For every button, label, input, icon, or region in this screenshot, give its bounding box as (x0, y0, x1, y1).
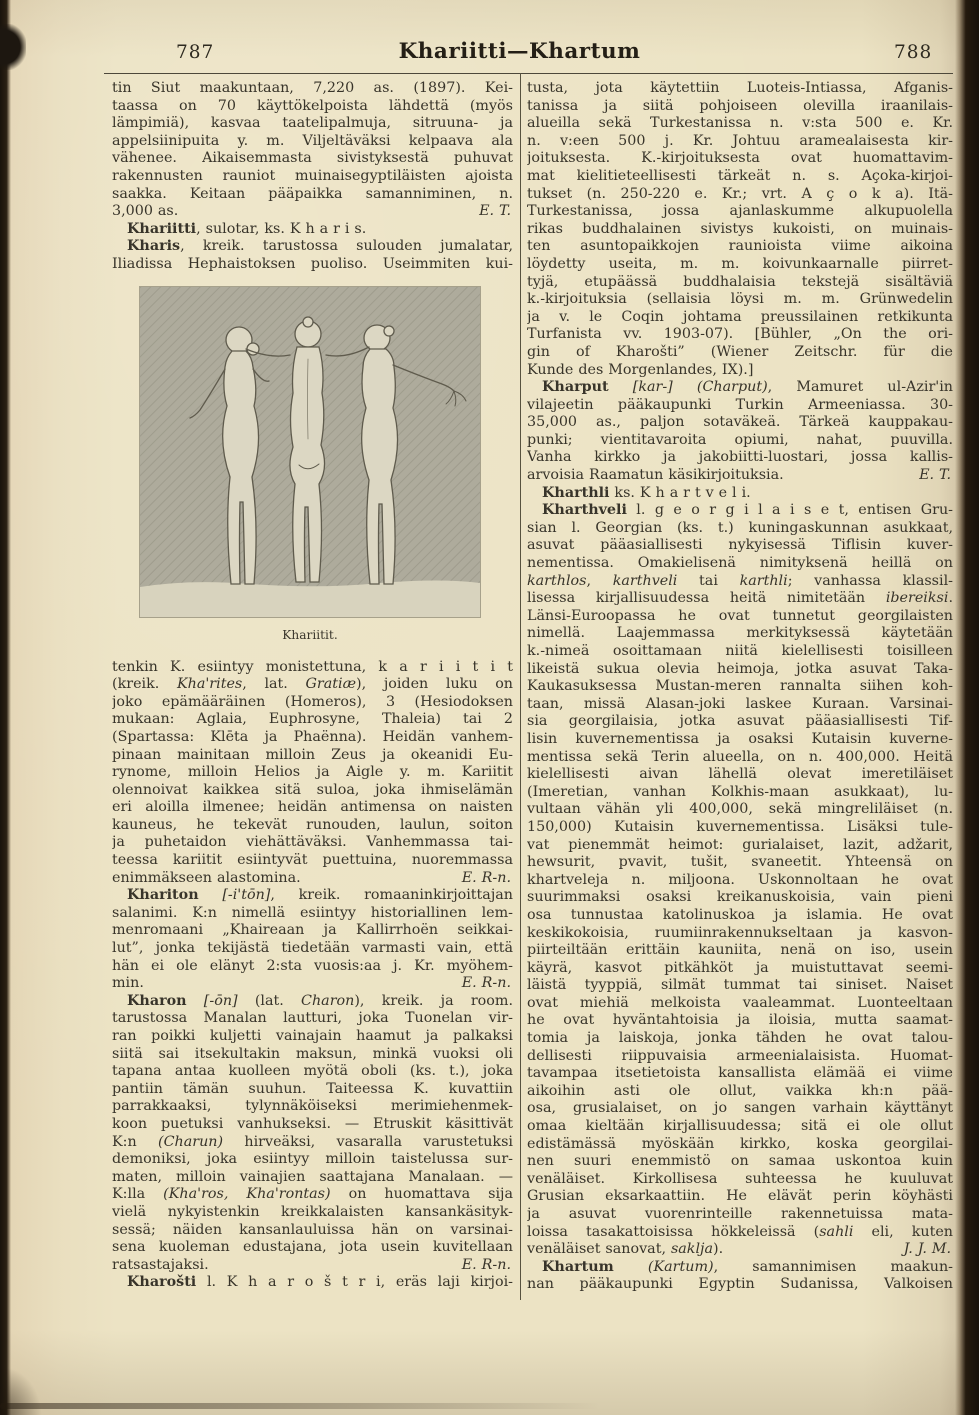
text-line (527, 784, 953, 802)
text-run: parrakkaaksi, tylynnäköiseksi merimiehenmek- (112, 1098, 513, 1115)
text-line (527, 537, 953, 555)
text-line (112, 80, 513, 98)
text-run: 35,000 as., paljon sotaväkeä. Tärkeä kauppakau- (527, 414, 953, 431)
text-run: karthveli (612, 572, 678, 589)
page-number-right: 788 (894, 42, 933, 63)
text-run: lämpimiä), kasvaa taatelipalmuja, sitruuna- ja (112, 115, 513, 132)
text-run: asuvat pääasiallisesti nykyisessä Tiflisin kuver- (527, 537, 953, 554)
text-run: (Kha'ros, Kha'rontas) (163, 1186, 331, 1203)
text-run: joituksesta. K.-kirjoituksesta ovat huomattavim- (527, 150, 953, 167)
text-line (527, 555, 953, 573)
text-run (187, 993, 204, 1009)
right-column-text (527, 80, 953, 1294)
figure-caption: Khariitit. (282, 627, 338, 642)
author-signature: E. T. (479, 203, 511, 220)
text-line (527, 1188, 953, 1206)
text-run: menromaani „Khaireaan ja Kallirrhoën seikkai- (112, 922, 513, 939)
text-line (112, 834, 513, 852)
entry-headword: Khariitti (127, 220, 197, 237)
text-line (112, 799, 513, 817)
text-run: loissa tasakattoisissa hökkeleissä ( (527, 1223, 820, 1240)
text-run: rynome, milloin Helios ja Aigle y. m. Kariitit (112, 764, 513, 781)
text-run: tarustossa Manalan lautturi, joka Tuonelan vir- (112, 1010, 513, 1027)
text-line (112, 711, 513, 729)
text-run: nimellä. Laajemmassa merkityksessä käytetään (527, 625, 953, 642)
text-line (527, 1206, 953, 1224)
text-line (112, 729, 513, 747)
text-line (527, 1171, 953, 1189)
entry-headword: Kharthli (542, 484, 610, 501)
three-graces-engraving-svg (140, 287, 480, 617)
text-run: saakka. Keitaan pääpaikka samanniminen, n. (112, 185, 513, 202)
text-run: vilajeetin pääkaupunki Turkin Armeeniassa. 30- (527, 396, 953, 413)
text-run: aikoihin asti ole ollut, vaikka kh:n pää- (527, 1082, 953, 1099)
text-run: vultaan vähän yli 400,000, sekä mingreliläiset (n. (527, 801, 953, 818)
left-column-text-below-figure (112, 659, 513, 1292)
text-line (527, 590, 953, 608)
text-run: pantiin tämän suuhun. Taiteessa K. kuvattiin (112, 1080, 513, 1097)
column-divider-rule (520, 73, 521, 1300)
text-run: Turfanista vv. 1903-07). [Bühler, „On the ori- (527, 326, 953, 343)
text-line (527, 362, 953, 380)
text-run: appelsiinipuita y. m. Viljeltäväksi kelpaava ala (112, 132, 513, 149)
text-run: (lat. (237, 992, 302, 1009)
text-line (527, 731, 953, 749)
text-line (527, 274, 953, 292)
text-line (527, 696, 953, 714)
text-run: min. (112, 975, 144, 992)
entry-headword: Khartum (542, 1258, 614, 1275)
header-rule (104, 73, 953, 74)
text-run: sia georgilaisia, jotka asuvat pääasiallisesti Tif- (527, 713, 953, 730)
text-line (112, 940, 513, 958)
text-line (527, 766, 953, 784)
text-run: lut”, jonka tekijästä tiedetään varmasti vain, että (112, 940, 513, 957)
text-line (527, 678, 953, 696)
text-run: , kreik. romaaninkirjoittajan (270, 887, 513, 904)
text-line (112, 1186, 513, 1204)
text-run: khartveleja n. miljoona. Uskonnoltaan he ovat (527, 871, 953, 888)
text-run: tusta, jota käytettiin Luoteis-Intiassa, Afganis- (527, 80, 953, 96)
text-run: tai (677, 572, 740, 589)
text-line (527, 1136, 953, 1154)
text-line (527, 344, 953, 362)
text-run: rikas buddhalainen sivistys kukoisti, on muinais- (527, 220, 953, 237)
text-run: ks. K h a r t v e l i. (609, 484, 751, 501)
text-run: tapana antaa kuolleen myötä oboli (ks. t.), joka (112, 1063, 513, 1080)
text-run: , samannimisen maakun- (713, 1258, 953, 1275)
text-line (527, 309, 953, 327)
text-line (527, 713, 953, 731)
scan-blemish-bottom-left (0, 1366, 42, 1415)
text-line (527, 256, 953, 274)
text-run: lisin kuvernementissa ja osaksi Kutaisin kuverne- (527, 730, 953, 747)
text-run: siitä sai itsekultakin maksun, minkä vuoksi oli (112, 1045, 513, 1062)
text-run: Vanha kirkko ja jakobiitti-luostari, jossa kallis- (527, 449, 953, 466)
text-run: ten asuntopaikkojen raunioista viime aikoina (527, 238, 953, 255)
text-line (527, 485, 953, 503)
text-line (527, 643, 953, 661)
text-run: tin Siut maakuntaan, 7,220 as. (1897). Kei- (112, 80, 513, 96)
text-line (527, 449, 953, 467)
text-run: K:lla (112, 1186, 164, 1203)
text-line (112, 782, 513, 800)
text-run: arvoisia Raamatun käsikirjoituksia. (527, 467, 784, 484)
text-run: rakennusten rauniot muinaisegyptiläisten ajoista (112, 167, 513, 184)
text-line (527, 1100, 953, 1118)
text-line (112, 659, 513, 677)
text-run: K:n (112, 1133, 159, 1150)
text-line (527, 1065, 953, 1083)
text-line (527, 1241, 953, 1259)
text-run: (Kartum) (647, 1258, 714, 1275)
text-run: , Mamuret ul-Azir'in (767, 379, 953, 396)
text-run: he ovat hyväntahtoisia ja iloisia, mutta saamat- (527, 1012, 953, 1029)
text-run: löydetty useita, m. m. koivunkaarnalle piirret- (527, 255, 953, 272)
text-line (527, 1083, 953, 1101)
text-line (112, 817, 513, 835)
text-run: eli, kuten (853, 1223, 953, 1240)
text-line (112, 1169, 513, 1187)
text-run: ), kreik. ja room. (354, 992, 513, 1009)
text-line (112, 221, 513, 239)
text-run: piirteiltään erittäin kauniita, nenä on iso, usein (527, 942, 953, 959)
text-run (609, 379, 633, 395)
text-line (527, 977, 953, 995)
text-run: [kar-] (Charput) (632, 379, 768, 396)
text-run: ja puhetaidon viehättäväksi. Vanhemmassa tai- (112, 834, 513, 851)
text-line (112, 1081, 513, 1099)
text-run: hän ei ole elänyt 2:sta vuosis:aa j. Kr. myöhem- (112, 957, 513, 974)
text-line (527, 907, 953, 925)
text-run: osa, grusialaiset, on jo sangen varhain käyttänyt (527, 1100, 953, 1117)
text-run: salanimi. K:n nimellä esiintyy historiallinen lem- (112, 904, 513, 921)
text-run: hewsurit, pvavit, tušit, svaneetit. Yhteensä on (527, 854, 953, 871)
text-line (527, 1012, 953, 1030)
text-run: suurimmaksi osaksi kreikanuskoisia, vain pieni (527, 889, 953, 906)
text-line (112, 958, 513, 976)
text-run: tavampaa itsetietoista kansallista elämää ei viime (527, 1065, 953, 1082)
text-run: kielellisesti aivan lähellä olevat imeretiläiset (527, 766, 953, 783)
left-column (112, 80, 513, 1292)
text-run: (kreik. (112, 676, 177, 693)
text-run: tyjä, etupäässä buddhalaisia tekstejä sisältäviä (527, 273, 953, 290)
text-line (112, 115, 513, 133)
text-line (112, 1010, 513, 1028)
text-run: ovat miehiä melkoista vaaleammat. Luonteeltaan (527, 994, 953, 1011)
text-run: on huomattava sija (330, 1186, 513, 1203)
text-run: käyrä, kasvot pitkähköt ja muistuttavat seemi- (527, 959, 953, 976)
text-run: vielä nykyistenkin kreikkalaisten kansankäsityk- (112, 1203, 513, 1220)
text-run: ja asuvat vuorenrinteille rakennetuissa mata- (527, 1206, 953, 1222)
text-line (112, 1204, 513, 1222)
text-run: punki; vientitavaroita opiumi, nahat, puuvilla. (527, 431, 953, 448)
text-run: saklja (670, 1241, 713, 1258)
text-run: enimmäkseen alastomina. (112, 869, 301, 886)
text-run: mukaan: Aglaia, Euphrosyne, Thaleia) tai 2 (112, 711, 513, 728)
text-line (112, 1028, 513, 1046)
text-line (112, 98, 513, 116)
text-line (112, 203, 513, 221)
text-run: karthlos (527, 572, 587, 589)
text-line (527, 819, 953, 837)
text-line (527, 502, 953, 520)
text-line (112, 1046, 513, 1064)
text-run: l. K h a r o š t r i, eräs laji kirjoi- (196, 1274, 513, 1291)
text-run: , lat. (242, 676, 306, 693)
text-run: tenkin K. esiintyy monistettuna, k a r i i t i t (112, 658, 513, 675)
text-line (527, 1153, 953, 1171)
text-line (527, 80, 953, 98)
text-line (527, 573, 953, 591)
text-run: 150,000) Kutaisin kuvernementissa. Lisäksi tule- (527, 818, 953, 835)
text-run: ). (713, 1241, 724, 1258)
text-run: k.-kirjoituksia (sellaisia löysi m. m. Grünwedelin (527, 291, 953, 308)
text-run: Kunde des Morgenlandes, IX).] (527, 361, 754, 378)
text-line (527, 872, 953, 890)
text-run: , (586, 572, 613, 589)
text-run: tomia ja laiskoja, jonka tähden he ovat talou- (527, 1030, 953, 1047)
text-line (112, 186, 513, 204)
text-run: nen suuri enemmistö on samaa uskontoa kuin (527, 1153, 953, 1170)
text-line (112, 1222, 513, 1240)
entry-headword: Khariton (127, 887, 199, 904)
text-run: kauneus, he tekevät runouden, laulun, soiton (112, 816, 513, 833)
text-line (112, 764, 513, 782)
text-run: n. v:een 500 j. Kr. Johtuu aramealaisesta kir- (527, 132, 953, 149)
text-run: Turkestanissa, jossa ajanlaskumme alkupuolella (527, 203, 953, 220)
text-line (112, 150, 513, 168)
text-run: sahli (819, 1223, 854, 1240)
text-run: (Charun) (158, 1133, 224, 1150)
text-line (527, 1276, 953, 1294)
text-line (112, 1239, 513, 1257)
text-line (527, 115, 953, 133)
text-run: ibereiksi (885, 590, 949, 607)
text-line (527, 1118, 953, 1136)
author-signature: E. R-n. (461, 869, 511, 886)
text-run: ja v. le Coqin johtama preussilainen retkikunta (527, 308, 953, 325)
text-line (527, 1224, 953, 1242)
text-line (112, 1116, 513, 1134)
text-line (527, 837, 953, 855)
text-run: l. g e o r g i l a i s e t, entisen Gru- (626, 502, 953, 519)
text-line (112, 1134, 513, 1152)
text-run: pinaan mainitaan milloin Zeus ja okeanidi Eu- (112, 746, 513, 763)
text-line (527, 98, 953, 116)
text-line (527, 291, 953, 309)
author-signature: J. J. M. (903, 1241, 951, 1258)
text-line (527, 925, 953, 943)
text-line (527, 414, 953, 432)
text-run: lisessa kirjallisuudessa heitä nimitetään (527, 590, 886, 607)
entry-headword: Kharošti (127, 1274, 197, 1291)
text-run: Kha'rites (176, 676, 243, 693)
text-line (527, 661, 953, 679)
text-line (112, 905, 513, 923)
text-line (527, 397, 953, 415)
text-run: likeistä sukua olevia heimoja, jotka asuvat Taka- (527, 660, 953, 677)
text-line (527, 1259, 953, 1277)
text-line (112, 168, 513, 186)
text-run: maten, milloin vainajien saattajana Manalaan. — (112, 1168, 513, 1185)
text-run: sessä; näiden kansanlauluissa hän on varsinai- (112, 1221, 513, 1238)
text-run: k.-nimeä osoittamaan niitä kielellisesti toisilleen (527, 643, 953, 659)
entry-headword: Kharis (127, 238, 181, 255)
text-line (112, 694, 513, 712)
text-run (199, 887, 223, 903)
text-run: Grusian eksarkaattiin. He elävät perin köyhästi (527, 1188, 953, 1205)
text-run: alueilla sekä Turkestanissa n. v:sta 500 e. Kr. (527, 115, 953, 132)
text-line (527, 168, 953, 186)
text-run: sena kuoleman edustajana, jota usein kuvitellaan (112, 1239, 513, 1256)
text-line (112, 1274, 513, 1292)
text-line (527, 326, 953, 344)
page-title: Khariitti—Khartum (398, 39, 641, 64)
text-run: gin of Kharošti” (Wiener Zeitschr. für die (527, 343, 953, 360)
entry-headword: Kharput (542, 379, 609, 396)
text-run: , kreik. tarustossa sulouden jumalatar, (180, 238, 513, 255)
three-graces-illustration (140, 287, 480, 617)
text-run: 3,000 as. (112, 203, 179, 220)
text-run: hirveäksi, vasaralla varustetuksi (223, 1133, 513, 1150)
text-run: [-ōn] (203, 992, 238, 1009)
text-run: sian l. Georgian (ks. t.) kuningaskunnan asukkaat, (527, 519, 953, 536)
text-line (527, 520, 953, 538)
text-line (112, 238, 513, 256)
text-run: demoniksi, joka esiintyy milloin taistelussa sur- (112, 1151, 513, 1168)
text-run: venäläiset sanovat, (527, 1241, 671, 1258)
text-line (527, 379, 953, 397)
text-line (112, 256, 513, 274)
text-line (527, 467, 953, 485)
scan-smudge-bottom (0, 1403, 600, 1409)
right-column (527, 80, 953, 1294)
text-run: edistämässä myöskään kirkko, koska georgilai- (527, 1135, 953, 1152)
text-run: Iliadissa Hephaistoksen puoliso. Useimmiten kui- (112, 255, 513, 272)
text-run: taan, missä Alasan-joki laskee Kuraan. Varsinai- (527, 695, 953, 712)
text-line (112, 870, 513, 888)
text-run: Gratiæ (305, 676, 357, 693)
text-line (112, 887, 513, 905)
text-run: ratsastajaksi. (112, 1256, 209, 1273)
text-line (112, 133, 513, 151)
scan-edge-right (955, 0, 979, 1415)
text-line (527, 801, 953, 819)
scan-edge-left (0, 0, 11, 1415)
text-run: nementissa. Omakielisenä nimityksenä heillä on (527, 555, 953, 572)
text-line (112, 852, 513, 870)
text-run: eri aloilla ilmenee; heidän antimensa on naisten (112, 799, 513, 816)
text-line (527, 186, 953, 204)
text-run: taassa on 70 käyttökelpoista lähdettä (myös (112, 97, 513, 114)
text-run: karthli (739, 572, 788, 589)
text-run: ran poikki kuljetti vainajain haamut ja palkaksi (112, 1028, 513, 1044)
text-run: (Spartassa: Klēta ja Phaënna). Heidän vanhem- (112, 728, 513, 745)
entry-headword: Kharon (127, 992, 187, 1009)
text-line (527, 960, 953, 978)
text-run: venäläiset. Kirkollisesa suhteessa he kuuluvat (527, 1170, 953, 1187)
left-column-text-above-figure (112, 80, 513, 274)
text-line (527, 854, 953, 872)
text-line (527, 1048, 953, 1066)
text-run: Länsi-Euroopassa he ovat tunnetut georgilaisten (527, 607, 953, 624)
text-run: ; vanhassa klassil- (787, 572, 953, 589)
text-line (112, 1151, 513, 1169)
text-run: keskikokoisia, ruumiinrakennukseltaan ja kasvon- (527, 924, 953, 941)
text-run: , sulotar, ks. K h a r i s. (196, 220, 367, 237)
text-run (614, 1259, 648, 1275)
page-number-left: 787 (176, 42, 215, 63)
text-line (527, 203, 953, 221)
text-line (527, 889, 953, 907)
text-line (112, 747, 513, 765)
text-line (112, 1257, 513, 1275)
text-line (527, 608, 953, 626)
entry-headword: Kharthveli (542, 502, 627, 519)
author-signature: E. R-n. (461, 975, 511, 992)
text-run: tanissa ja siitä pohjoiseen olevilla iraanilais- (527, 97, 953, 114)
text-line (112, 676, 513, 694)
author-signature: E. T. (919, 467, 951, 484)
text-line (527, 432, 953, 450)
text-run: läistä tyyppiä, silmät tummat tai siniset. Naiset (527, 977, 953, 994)
text-run: vat pienemmät heimot: gurialaiset, lazit, adžarit, (527, 836, 953, 853)
text-line (112, 993, 513, 1011)
text-line (112, 1098, 513, 1116)
text-run: ), joiden luku on (356, 676, 513, 693)
text-run: mentissa sekä Terin alueella, on n. 400,000. Heitä (527, 748, 953, 765)
text-line (527, 221, 953, 239)
text-line (527, 995, 953, 1013)
text-line (527, 1030, 953, 1048)
text-run: joko epämääräinen (Homeros), 3 (Hesiodoksen (112, 693, 513, 710)
author-signature: E. R-n. (461, 1256, 511, 1273)
text-run: (Imeretian, vanhan Kolkhis-maan asukkaat), lu- (527, 783, 953, 800)
text-line (527, 133, 953, 151)
text-run: vähenee. Aikaisemmasta sivistyksestä puhuvat (112, 150, 513, 167)
text-line (527, 150, 953, 168)
text-run: teessa kariitit esiintyvät puettuina, nuoremmassa (112, 852, 513, 869)
text-run: nan pääkaupunki Egyptin Sudanissa, Valkoisen (527, 1276, 953, 1293)
text-run: Kaukasuksessa Mustan-meren rannalta siihen koh- (527, 678, 953, 695)
text-line (527, 238, 953, 256)
text-run: osa tunnustaa katolinuskoa ja islamia. He ovat (527, 906, 953, 923)
text-run: koon puetuksi vanhukseksi. — Etruskit käsittivät (112, 1115, 513, 1132)
text-run: mat kielitieteellisesti tärkeät n. s. Açoka-kirjoi- (527, 167, 953, 184)
text-line (112, 1063, 513, 1081)
scan-blemish-top-left (0, 24, 26, 70)
text-line (112, 975, 513, 993)
text-line (112, 922, 513, 940)
text-run: . (948, 590, 953, 607)
text-run: Charon (301, 992, 355, 1009)
text-line (527, 749, 953, 767)
text-line (527, 625, 953, 643)
text-run: dellisesti riippuvaisia armeenialaisista. Huomat- (527, 1047, 953, 1064)
text-run: tukset (n. 250-220 e. Kr.; vrt. A ç o k a). Itä- (527, 185, 953, 202)
text-run: omaa kieltään kirjallisuudessa; sitä ei ole ollut (527, 1118, 953, 1135)
text-run: olennoivat kaikkea sitä suloa, joka ihmiselämän (112, 781, 513, 798)
text-run: [-i'tōn] (222, 887, 271, 904)
text-line (527, 942, 953, 960)
